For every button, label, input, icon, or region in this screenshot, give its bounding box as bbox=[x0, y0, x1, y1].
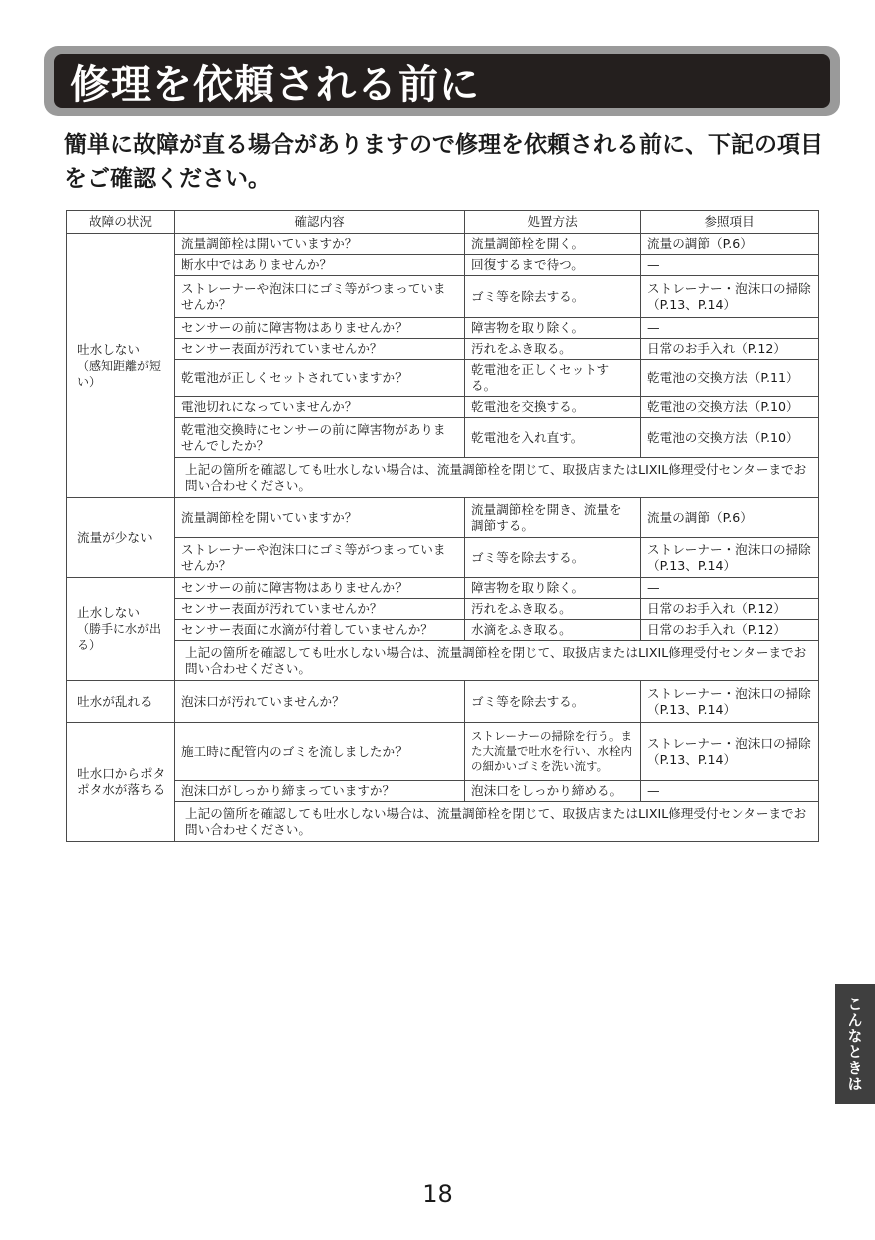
table-row bbox=[67, 234, 819, 255]
header-reference: 参照項目 bbox=[641, 211, 819, 234]
header-action: 処置方法 bbox=[465, 211, 641, 234]
reference-cell: ストレーナー・泡沫口の掃除（P.13、P.14） bbox=[641, 276, 819, 318]
reference-cell: 日常のお手入れ（P.12） bbox=[641, 599, 819, 620]
symptom-cell bbox=[67, 681, 175, 723]
table-row bbox=[67, 498, 819, 538]
note-cell: 上記の箇所を確認しても吐水しない場合は、流量調節栓を閉じて、取扱店またはLIXIL修理受付センターまでお問い合わせください。 bbox=[175, 802, 819, 842]
reference-cell: — bbox=[641, 781, 819, 802]
reference-cell: ストレーナー・泡沫口の掃除（P.13、P.14） bbox=[641, 538, 819, 578]
reference-cell: — bbox=[641, 578, 819, 599]
symptom-label: 流量が少ない bbox=[77, 529, 153, 545]
symptom-label: 止水しない bbox=[77, 605, 140, 620]
table-row bbox=[67, 578, 819, 599]
table-row bbox=[67, 360, 819, 397]
table-header-row bbox=[67, 211, 819, 234]
table-row bbox=[67, 418, 819, 458]
reference-cell: ストレーナー・泡沫口の掃除（P.13、P.14） bbox=[641, 723, 819, 781]
check-cell: センサー表面に水滴が付着していませんか？ bbox=[175, 620, 465, 641]
reference-cell: 乾電池の交換方法（P.11） bbox=[641, 360, 819, 397]
note-row bbox=[67, 802, 819, 842]
page-number: 18 bbox=[422, 1180, 453, 1208]
symptom-cell bbox=[67, 723, 175, 842]
action-cell: 泡沫口をしっかり締める。 bbox=[465, 781, 641, 802]
table-row bbox=[67, 339, 819, 360]
check-cell: 断水中ではありませんか？ bbox=[175, 255, 465, 276]
action-cell: 流量調節栓を開き、流量を調節する。 bbox=[465, 498, 641, 538]
symptom-cell bbox=[67, 234, 175, 498]
reference-cell: 流量の調節（P.6） bbox=[641, 498, 819, 538]
check-cell: 泡沫口が汚れていませんか？ bbox=[175, 681, 465, 723]
reference-cell: 乾電池の交換方法（P.10） bbox=[641, 397, 819, 418]
symptom-sublabel: （勝手に水が出る） bbox=[77, 622, 162, 652]
note-row bbox=[67, 641, 819, 681]
table-row bbox=[67, 276, 819, 318]
header-symptom: 故障の状況 bbox=[67, 211, 175, 234]
reference-cell: 流量の調節（P.6） bbox=[641, 234, 819, 255]
reference-cell: 日常のお手入れ（P.12） bbox=[641, 620, 819, 641]
check-cell: 流量調節栓を開いていますか？ bbox=[175, 498, 465, 538]
check-cell: 施工時に配管内のゴミを流しましたか？ bbox=[175, 723, 465, 781]
action-cell: 回復するまで待つ。 bbox=[465, 255, 641, 276]
check-cell: センサー表面が汚れていませんか？ bbox=[175, 599, 465, 620]
check-cell: 泡沫口がしっかり締まっていますか？ bbox=[175, 781, 465, 802]
check-cell: センサーの前に障害物はありませんか？ bbox=[175, 318, 465, 339]
reference-cell: 日常のお手入れ（P.12） bbox=[641, 339, 819, 360]
table-row bbox=[67, 781, 819, 802]
action-cell: 乾電池を正しくセットする。 bbox=[465, 360, 641, 397]
section-side-tab: こんなときは bbox=[835, 984, 875, 1104]
symptom-sublabel: （感知距離が短い） bbox=[77, 358, 162, 389]
reference-cell: — bbox=[641, 318, 819, 339]
symptom-label: 吐水が乱れる bbox=[77, 693, 153, 709]
reference-cell: 乾電池の交換方法（P.10） bbox=[641, 418, 819, 458]
note-cell: 上記の箇所を確認しても吐水しない場合は、流量調節栓を閉じて、取扱店またはLIXIL修理受付センターまでお問い合わせください。 bbox=[175, 458, 819, 498]
action-cell: 障害物を取り除く。 bbox=[465, 318, 641, 339]
check-cell: センサーの前に障害物はありませんか？ bbox=[175, 578, 465, 599]
table-row bbox=[67, 318, 819, 339]
check-cell: センサー表面が汚れていませんか？ bbox=[175, 339, 465, 360]
table-row bbox=[67, 397, 819, 418]
reference-cell: — bbox=[641, 255, 819, 276]
note-cell: 上記の箇所を確認しても吐水しない場合は、流量調節栓を閉じて、取扱店またはLIXIL修理受付センターまでお問い合わせください。 bbox=[175, 641, 819, 681]
table-row bbox=[67, 538, 819, 578]
check-cell: 乾電池が正しくセットされていますか？ bbox=[175, 360, 465, 397]
action-cell: ゴミ等を除去する。 bbox=[465, 276, 641, 318]
action-cell: 乾電池を入れ直す。 bbox=[465, 418, 641, 458]
check-cell: ストレーナーや泡沫口にゴミ等がつまっていませんか？ bbox=[175, 538, 465, 578]
note-row bbox=[67, 458, 819, 498]
symptom-cell bbox=[67, 498, 175, 578]
troubleshooting-table bbox=[66, 210, 819, 842]
reference-cell: ストレーナー・泡沫口の掃除（P.13、P.14） bbox=[641, 681, 819, 723]
header-check: 確認内容 bbox=[175, 211, 465, 234]
table-row bbox=[67, 599, 819, 620]
symptom-label: 吐水しない bbox=[77, 341, 140, 357]
table-row bbox=[67, 723, 819, 781]
symptom-cell bbox=[67, 578, 175, 681]
action-cell: 汚れをふき取る。 bbox=[465, 339, 641, 360]
check-cell: 乾電池交換時にセンサーの前に障害物がありませんでしたか？ bbox=[175, 418, 465, 458]
check-cell: ストレーナーや泡沫口にゴミ等がつまっていませんか？ bbox=[175, 276, 465, 318]
action-cell: ストレーナーの掃除を行う。また大流量で吐水を行い、水栓内の細かいゴミを洗い流す。 bbox=[465, 723, 641, 781]
symptom-label: 吐水口からポタポタ水が落ちる bbox=[77, 766, 166, 797]
action-cell: 乾電池を交換する。 bbox=[465, 397, 641, 418]
action-cell: 障害物を取り除く。 bbox=[465, 578, 641, 599]
action-cell: 水滴をふき取る。 bbox=[465, 620, 641, 641]
page-title: 修理を依頼される前に bbox=[70, 61, 480, 108]
table-row bbox=[67, 681, 819, 723]
action-cell: 流量調節栓を開く。 bbox=[465, 234, 641, 255]
table-row bbox=[67, 255, 819, 276]
action-cell: ゴミ等を除去する。 bbox=[465, 681, 641, 723]
table-row bbox=[67, 620, 819, 641]
intro-text: 簡単に故障が直る場合がありますので修理を依頼される前に、下記の項目をご確認ください。 bbox=[64, 132, 823, 192]
action-cell: ゴミ等を除去する。 bbox=[465, 538, 641, 578]
check-cell: 電池切れになっていませんか？ bbox=[175, 397, 465, 418]
check-cell: 流量調節栓は開いていますか？ bbox=[175, 234, 465, 255]
action-cell: 汚れをふき取る。 bbox=[465, 599, 641, 620]
title-banner bbox=[44, 46, 840, 116]
title-bar bbox=[54, 54, 830, 108]
